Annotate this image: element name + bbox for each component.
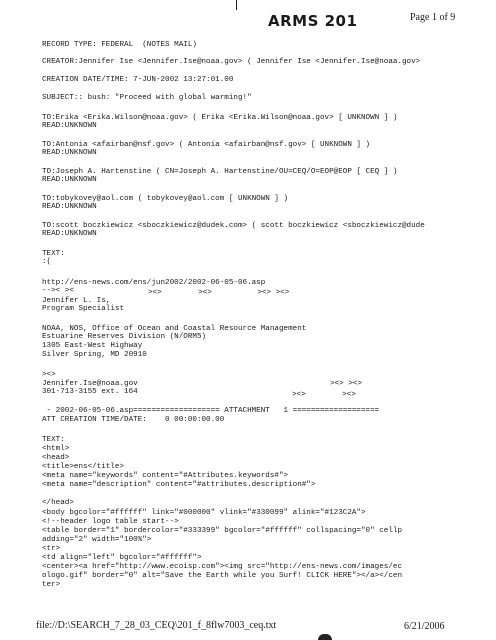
text-mark: :( [42, 258, 52, 266]
subject: SUBJECT:: bush: "Proceed with global warming!" [42, 94, 252, 102]
text-label-2: TEXT: [42, 436, 65, 444]
org-line: NOAA, NOS, Office of Ocean and Coastal Resource Management [42, 325, 307, 333]
html-line: <head> [42, 454, 70, 462]
html-line: <html> [42, 445, 70, 453]
html-line: ter> [42, 581, 61, 589]
html-line: <center><a href="http://www.ecoisp.com"><img src="http://ens-news.com/images/ec [42, 563, 403, 571]
signature-name: Jennifer L. Is, [42, 297, 111, 305]
recipient-read: READ:UNKNOWN [42, 122, 97, 130]
recipient-to: TO:scott boczkiewicz <sboczkiewicz@dudek.com> ( scott boczkiewicz <sboczkiewicz@dude [42, 222, 425, 230]
signature-title: Program Specialist [42, 305, 125, 313]
signature-email: Jennifer.Ise@noaa.gov [42, 380, 138, 388]
recipient-to: TO:tobykovey@aol.com ( tobykovey@aol.com [ UNKNOWN ] ) [42, 195, 289, 203]
article-url: http://ens-news.com/ens/jun2002/2002-06-05-06.asp [42, 279, 266, 287]
html-line: <meta name="keywords" content="#Attributes.keywords#"> [42, 472, 289, 480]
arrows-row-2: ><> [42, 371, 56, 379]
html-line: <body bgcolor="#ffffff" link="#000000" vlink="#330099" alink="#123C2A"> [42, 509, 366, 517]
html-line: <td align="left" bgcolor="#ffffff"> [42, 554, 202, 562]
footer-path: file://D:\SEARCH_7_28_03_CEQ\201_f_8flw7003_ceq.txt [36, 620, 277, 631]
recipient-read: READ:UNKNOWN [42, 203, 97, 211]
html-line: ologo.gif" border="0" alt="Save the Earth while you Surf! CLICK HERE"></a></cen [42, 572, 403, 580]
recipient-to: TO:Antonia <afairban@nsf.gov> ( Antonia <afairban@nsf.gov> [ UNKNOWN ] ) [42, 141, 371, 149]
record-type: RECORD TYPE: FEDERAL (NOTES MAIL) [42, 41, 197, 49]
creation-datetime: CREATION DATE/TIME: 7-JUN-2002 13:27:01.00 [42, 76, 234, 84]
arrows-row-1b: ><> ><> ><> ><> [148, 289, 290, 297]
recipient-read: READ:UNKNOWN [42, 176, 97, 184]
arrows-row-1a: -->< >< [42, 287, 74, 295]
org-line: 1305 East-West Highway [42, 342, 143, 350]
page-number: Page 1 of 9 [410, 12, 456, 23]
attachment-line: - 2002-06-05-06.asp=================== ATTACHMENT 1 =================== [42, 407, 380, 415]
recipient-read: READ:UNKNOWN [42, 149, 97, 157]
recipient-to: TO:Joseph A. Hartenstine ( CN=Joseph A. Hartenstine/OU=CEQ/O=EOP@EOP [ CEQ ] ) [42, 168, 398, 176]
handwritten-label: ARMS 201 [268, 12, 358, 30]
scan-mark-top [236, 0, 237, 10]
scan-smudge-bottom [318, 634, 332, 640]
recipient-read: READ:UNKNOWN [42, 230, 97, 238]
org-line: Estuarine Reserves Division (N/ORM5) [42, 333, 207, 341]
signature-phone: 301-713-3155 ext. 164 [42, 388, 138, 396]
arrows-row-4: ><> ><> [292, 391, 356, 399]
html-line: <meta name="description" content="#attributes.description#"> [42, 481, 316, 489]
html-line: <tr> [42, 545, 61, 553]
recipient-to: TO:Erika <Erika.Wilson@noaa.gov> ( Erika <Erika.Wilson@noaa.gov> [ UNKNOWN ] ) [42, 114, 398, 122]
html-line: <table border="1" bordercolor="#333399" bgcolor="#ffffff" collspacing="0" cellp [42, 527, 403, 535]
creator: CREATOR:Jennifer Ise <Jennifer.Ise@noaa.gov> ( Jennifer Ise <Jennifer.Ise@noaa.gov> [42, 58, 421, 66]
html-line: </head> [42, 499, 74, 507]
org-line: Silver Spring, MD 20910 [42, 351, 147, 359]
html-line: <!--header logo table start--> [42, 518, 179, 526]
html-line: adding="2" width="100%"> [42, 536, 152, 544]
html-line: <title>ens</title> [42, 463, 125, 471]
footer-date: 6/21/2006 [404, 621, 445, 632]
text-label: TEXT: [42, 250, 65, 258]
arrows-row-3: ><> ><> [330, 380, 362, 388]
attachment-creation: ATT CREATION TIME/DATE: 0 00:00:00.00 [42, 416, 225, 424]
